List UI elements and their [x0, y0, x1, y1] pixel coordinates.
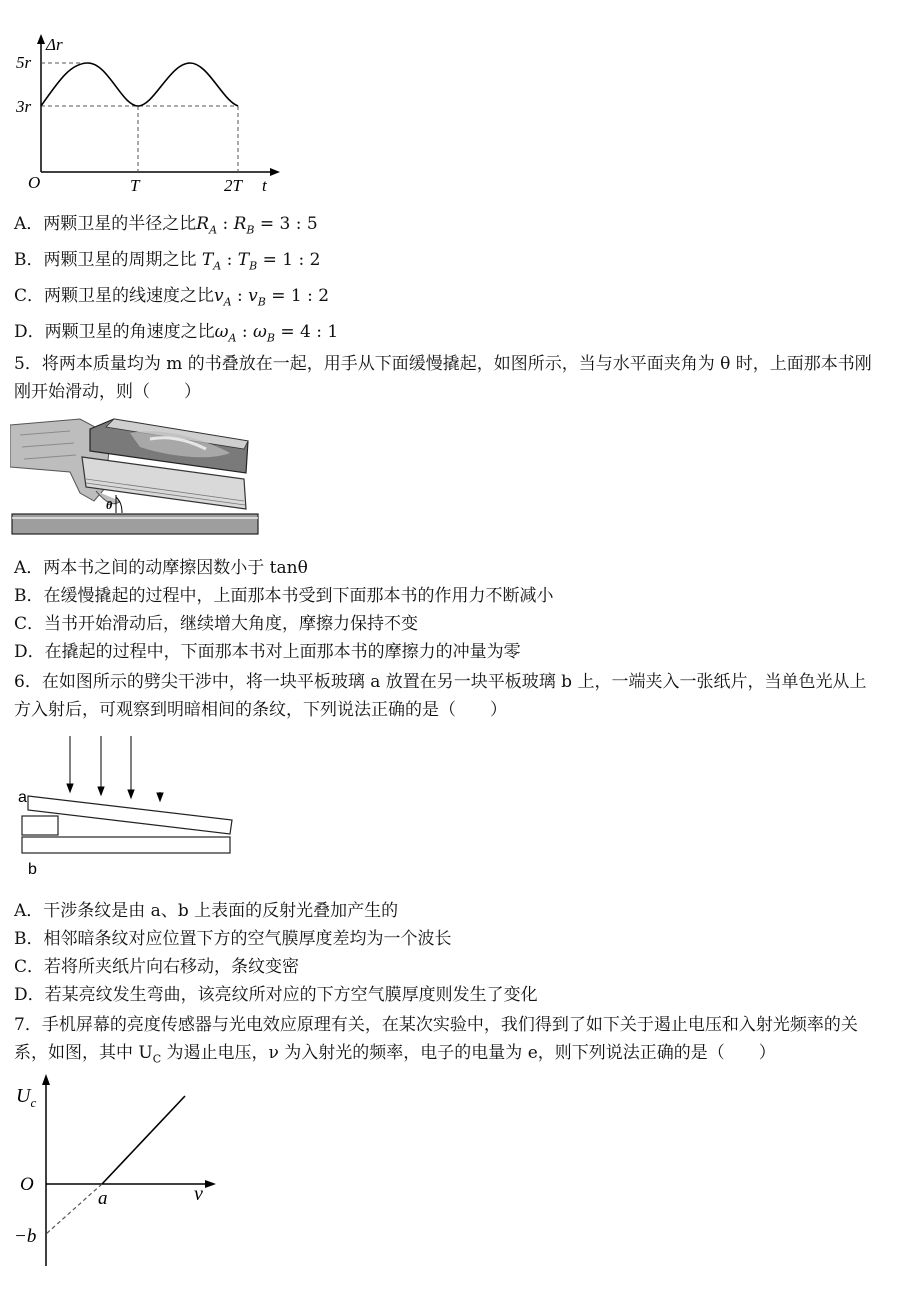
q6-option-b: B．相邻暗条纹对应位置下方的空气膜厚度差均为一个波长: [14, 929, 452, 949]
q6-option-d: D．若某亮纹发生弯曲，该亮纹所对应的下方空气膜厚度则发生了变化: [14, 985, 538, 1005]
uc-axis-label: $U_c$: [16, 1085, 37, 1110]
q4-option-a-formula: $R_A$ : $R_B = 3$ : 5: [196, 214, 318, 237]
origin-label: O: [20, 1174, 34, 1195]
q7-stem: 7．手机屏幕的亮度传感器与光电效应原理有关，在某次实验中，我们得到了如下关于遏止电压和入射光频率的关系，如图，其中 $U_C$ 为遏止电压，ν 为入射光的频率，电子的电量为 e，则下列说法正确的是（ ）: [14, 1015, 858, 1066]
x-axis-label: t: [262, 176, 267, 195]
stopping-voltage-graph: [10, 1070, 240, 1270]
x-axis-arrow: [270, 168, 280, 176]
uc-nu-line: [102, 1096, 185, 1184]
y-axis-label: Δr: [46, 35, 63, 54]
q6-stem: 6．在如图所示的劈尖干涉中，将一块平板玻璃 a 放置在另一块平板玻璃 b 上，一端夹入一张纸片，当单色光从上方入射后，可观察到明暗相间的条纹，下列说法正确的是（ ）: [14, 672, 867, 720]
glass-b-label: b: [28, 861, 37, 878]
glass-a-label: a: [18, 789, 27, 806]
theta-arc: [116, 497, 122, 513]
intercept-a-label: a: [98, 1188, 108, 1209]
books-figure: [10, 417, 262, 539]
q4-option-d-formula: $\omega_A$ : $\omega_B = 4$ : 1: [214, 322, 339, 345]
tick-T: T: [130, 176, 140, 195]
tick-3r: 3r: [16, 97, 32, 116]
y-axis-arrow: [37, 34, 45, 44]
uc-nu-extension: [46, 1184, 102, 1234]
intercept-minus-b-label: −b: [14, 1226, 37, 1247]
q4-option-b: B．两颗卫星的周期之比 $T_A$ : $T_B = 1$ : 2: [14, 250, 321, 273]
q5-option-a: A．两本书之间的动摩擦因数小于 tanθ: [14, 558, 308, 578]
q5-option-d: D．在撬起的过程中，下面那本书对上面那本书的摩擦力的冲量为零: [14, 642, 521, 662]
nu-axis-label: ν: [194, 1183, 203, 1205]
q4-option-b-formula: $T_A$ : $T_B = 1$ : 2: [201, 250, 321, 273]
delta-r-curve: [41, 63, 238, 106]
paper-spacer: [22, 816, 58, 835]
q4-option-d: D．两颗卫星的角速度之比$\omega_A$ : $\omega_B = 4$ : 1: [14, 322, 339, 345]
glass-plate-b: [22, 837, 230, 853]
table-surface: [12, 514, 258, 534]
q6-option-a: A．干涉条纹是由 a、b 上表面的反射光叠加产生的: [14, 901, 399, 921]
q5-stem: 5．将两本质量均为 m 的书叠放在一起，用手从下面缓慢撬起，如图所示，当与水平面夹角为 θ 时，上面那本书刚刚开始滑动，则（ ）: [14, 354, 872, 402]
q6-option-c: C．若将所夹纸片向右移动，条纹变密: [14, 957, 300, 977]
theta-label: θ: [106, 498, 113, 512]
q4-option-a: A．两颗卫星的半径之比$R_A$ : $R_B = 3$ : 5: [14, 214, 318, 237]
q4-option-c-formula: $v_A$ : $v_B = 1$ : 2: [214, 286, 330, 309]
q5-option-b: B．在缓慢撬起的过程中，上面那本书受到下面那本书的作用力不断减小: [14, 586, 554, 606]
delta-r-graph: [10, 30, 300, 200]
q4-option-c: C．两颗卫星的线速度之比$v_A$ : $v_B = 1$ : 2: [14, 286, 330, 309]
origin-label: O: [28, 173, 41, 192]
incident-light-arrows: [67, 736, 163, 801]
tick-2T: 2T: [224, 176, 242, 195]
tick-5r: 5r: [16, 53, 32, 72]
q5-option-c: C．当书开始滑动后，继续增大角度，摩擦力保持不变: [14, 614, 419, 634]
uc-axis-arrow: [42, 1074, 50, 1085]
wedge-interference-figure: [10, 734, 250, 882]
nu-axis-arrow: [205, 1180, 216, 1188]
